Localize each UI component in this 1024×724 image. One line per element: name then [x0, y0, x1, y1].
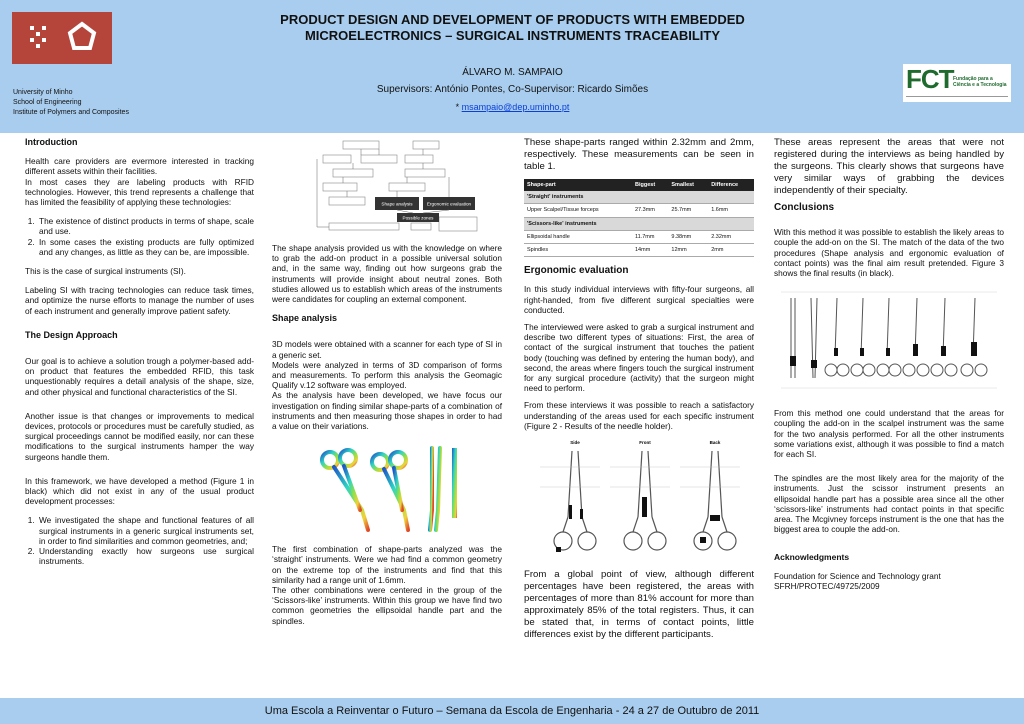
paragraph: The spindles are the most likely area for the majority of the instruments. Just the scissor instrument presents an ellipsoidal handle part has a possible area since all the other ‘scissors-like’ instruments had contact points in that specific area. The Mcgivney forceps instrument is the one that has the biggest area to couple the add-on. — [774, 473, 1004, 535]
measurements-table — [524, 179, 754, 257]
paragraph: From this method one could understand that the areas for coupling the add-on in the scalpel instrument was the same for the two analysis performed. For all the other instruments some variations exist, although it was possible to find a match for each SI. — [774, 408, 1004, 460]
table-header-row — [524, 179, 754, 191]
table-cell: Ellipsoidal handle — [524, 230, 632, 243]
email-line — [140, 102, 885, 112]
institution-line: School of Engineering — [13, 99, 82, 106]
paragraph: Labeling SI with tracing technologies can reduce task times, and optimize the nurse efforts to manage the number of uses of each instrument and generally improve patient safety. — [25, 285, 254, 316]
fct-logo-letters: FCT — [906, 64, 954, 94]
intro-list — [25, 216, 254, 257]
paragraph: The shape analysis provided us with the knowledge on where to grab the add-on product in a possible universal solution and, in the same way, finding out how surgeons grab the instruments will provide insight about neutral zones. Both studies allowed us to establish which areas of the instruments were candidates for coupling an external component. — [272, 243, 502, 305]
paragraph: The interviewed were asked to grab a surgical instrument and describe two different types of situations: First, the area of contact of the surgical instrument that touches the patient body (touching was defined by entering the human body), and second, the areas where fingers touch the surgical instrument for any surgical procedure (activity) that the surgeon might need to perform. — [524, 322, 754, 394]
figure-view-label: Side — [570, 440, 580, 446]
paragraph: This is the case of surgical instruments (SI). — [25, 266, 186, 277]
poster-header — [0, 0, 1024, 133]
paragraph: In this study individual interviews with fifty-four surgeons, all right-handed, from five different surgical specialties were conducted. — [524, 284, 754, 315]
paragraph: Another issue is that changes or improvements to medical devices, protocols or procedures must be carefully studied, as surgical proceedings cannot be modified easily, nor can these modifications to the surgical instruments hamper the way surgeons handle them. — [25, 410, 254, 462]
email-asterisk: * — [455, 102, 462, 112]
section-heading-shape-analysis: Shape analysis — [272, 313, 338, 324]
list-item: 2. Understanding exactly how surgeons use surgical instruments. — [37, 546, 254, 566]
paragraph: In this framework, we have developed a method (Figure 1 in black) which did not exist in any of the usual product development processes: — [25, 475, 254, 507]
university-logo — [12, 12, 112, 64]
table-cell: 14mm — [632, 244, 668, 257]
poster-footer: Uma Escola a Reinventar o Futuro – Semana da Escola de Engenharia - 24 a 27 de Outubro de 2011 — [0, 698, 1024, 724]
list-item: 1. We investigated the shape and functional features of all surgical instruments in a generic surgical instruments set, in order to find similarities and common geometries, and; — [37, 515, 254, 546]
poster-body — [0, 133, 1024, 698]
table-cell: 27.3mm — [632, 204, 668, 217]
text: 3D models were obtained with a scanner for each type of SI in a generic set. — [272, 339, 502, 360]
figure-2-needle-holder-results — [530, 437, 748, 561]
text: Models were analyzed in terms of 3D comparison of forms and measurements. To perform this analysis the Geomagic Qualify v.12 software was employed. — [272, 359, 502, 391]
paragraph — [272, 544, 502, 626]
author-name: ÁLVARO M. SAMPAIO — [462, 67, 563, 78]
figure-3-final-results — [777, 286, 1001, 400]
fct-logo-tagline — [906, 94, 1008, 99]
figure-highlight-label: Shape analysis — [381, 201, 413, 207]
table-header-cell: Difference — [708, 179, 754, 191]
figure-highlight-label: Ergonomic evaluation — [426, 201, 472, 207]
column-1 — [25, 137, 254, 576]
table-group-row — [524, 217, 754, 230]
table-header-cell: Smallest — [668, 179, 708, 191]
paragraph: These shape-parts ranged within 2.32mm and 2mm, respectively. These measurements can be seen in table 1. — [524, 137, 754, 172]
paragraph: These areas represent the areas that were not registered during the interviews as being handled by the surgeons. This clearly shows that surgeons have very similar ways of grabbing the devices independently of their specialty. — [774, 137, 1004, 196]
table-cell: 25.7mm — [668, 204, 708, 217]
section-heading-introduction: Introduction — [25, 137, 78, 147]
section-heading-ergonomic-evaluation: Ergonomic evaluation — [524, 265, 629, 277]
column-4 — [774, 137, 1004, 592]
table-cell: 9.38mm — [668, 230, 708, 243]
table-cell: 11.7mm — [632, 230, 668, 243]
text: The other combinations were centered in the group of the ‘Scissors-like’ instruments. Within this group we have find two common geometries the ellipsoidal handle part and the spindles. — [272, 585, 502, 626]
table-group-label: 'Straight' instruments — [524, 191, 754, 204]
figure-highlight-label: Possible zones — [402, 215, 434, 221]
table-cell: Upper Scalpel/Tissue forceps — [524, 204, 632, 217]
table-group-label: 'Scissors-like' instruments — [524, 217, 754, 230]
table-group-row — [524, 191, 754, 204]
column-2 — [272, 137, 502, 635]
figure-1-method-diagram — [293, 137, 481, 235]
section-heading-conclusions: Conclusions — [774, 202, 835, 213]
table-cell: 2mm — [708, 244, 754, 257]
text: Health care providers are evermore interested in tracking different assets within their facilities. — [25, 156, 254, 177]
section-heading-acknowledgments: Acknowledgments — [774, 552, 850, 563]
paragraph — [272, 339, 502, 431]
table-header-cell: Biggest — [632, 179, 668, 191]
text: As the analysis have been developed, we have focus our investigation on finding similar shape-parts of a combination of instruments and then measuring those shapes in order to had a value on their variations. — [272, 390, 502, 432]
table-row — [524, 230, 754, 243]
text: In most cases they are labeling products with RFID technologies. However, this trend represents a challenge that has limited the feasibility of applying these technologies: — [25, 176, 254, 208]
poster-title — [140, 12, 885, 44]
figure-view-label: Back — [709, 440, 721, 446]
title-line: MICROELECTRONICS – SURGICAL INSTRUMENTS TRACEABILITY — [304, 28, 721, 43]
table-row — [524, 244, 754, 257]
paragraph: With this method it was possible to establish the likely areas to couple the add-on on the SI. The match of the data of the two procedures (Shape analysis and ergonomic evaluation of contact points) was the final aim result pretended. Figure 3 shows the final results (in black). — [774, 227, 1004, 279]
figure-view-label: Front — [639, 440, 651, 446]
email-link[interactable]: msampaio@dep.uminho.pt — [461, 102, 570, 112]
table-cell: 1.6mm — [708, 204, 754, 217]
table-cell: 2.32mm — [708, 230, 754, 243]
paragraph — [25, 156, 254, 207]
table-row — [524, 204, 754, 217]
ack-line: Foundation for Science and Technology grant — [774, 570, 941, 581]
text: The first combination of shape-parts analyzed was the ‘straight’ instruments. Were we had find a common geometry on the extreme top of the instruments and find that this similarity had a range unit of 1.6mm. — [272, 544, 502, 585]
figure-3d-comparison-image — [314, 440, 460, 536]
institution-line: University of Minho — [13, 89, 73, 96]
list-item: 2. In some cases the existing products are fully optimized and any changes, as little as they can be, are impossible. — [37, 237, 254, 257]
design-list — [25, 515, 254, 566]
supervisors: Supervisors: António Pontes, Co-Supervisor: Ricardo Simões — [376, 84, 649, 95]
section-heading-design-approach: The Design Approach — [25, 329, 118, 340]
ack-text — [774, 571, 1004, 592]
institution-block — [13, 88, 129, 118]
table-cell: Spindles — [524, 244, 632, 257]
table-header-cell: Shape-part — [524, 179, 632, 191]
paragraph: From these interviews it was possible to reach a satisfactory understanding of the areas used for each specific instrument (Figure 2 - Results of the needle holder). — [524, 400, 754, 431]
column-3 — [524, 137, 754, 650]
paragraph: Our goal is to achieve a solution trough a polymer-based add-on product that features the embedded RFID, this task unquestionably requires a detail analysis of the shape, size, and other physical and functional characteristics of the SI. — [25, 356, 254, 397]
institution-line: Institute of Polymers and Composites — [13, 109, 129, 116]
ack-line: SFRH/PROTEC/49725/2009 — [774, 581, 880, 592]
list-item: 1. The existence of distinct products in terms of shape, scale and use. — [37, 216, 254, 236]
table-cell: 12mm — [668, 244, 708, 257]
fct-logo-name: Fundação para a Ciência e a Tecnologia — [953, 76, 1007, 88]
title-line: PRODUCT DESIGN AND DEVELOPMENT OF PRODUCTS WITH EMBEDDED — [280, 12, 745, 27]
fct-logo — [903, 64, 1011, 102]
paragraph: From a global point of view, although different percentages have been registered, the areas with percentages of more than 81% account for more than approximately 85% of the total registers. Thus, it can be stated that, in terms of contact points, little differences exist by the different participants. — [524, 569, 754, 641]
